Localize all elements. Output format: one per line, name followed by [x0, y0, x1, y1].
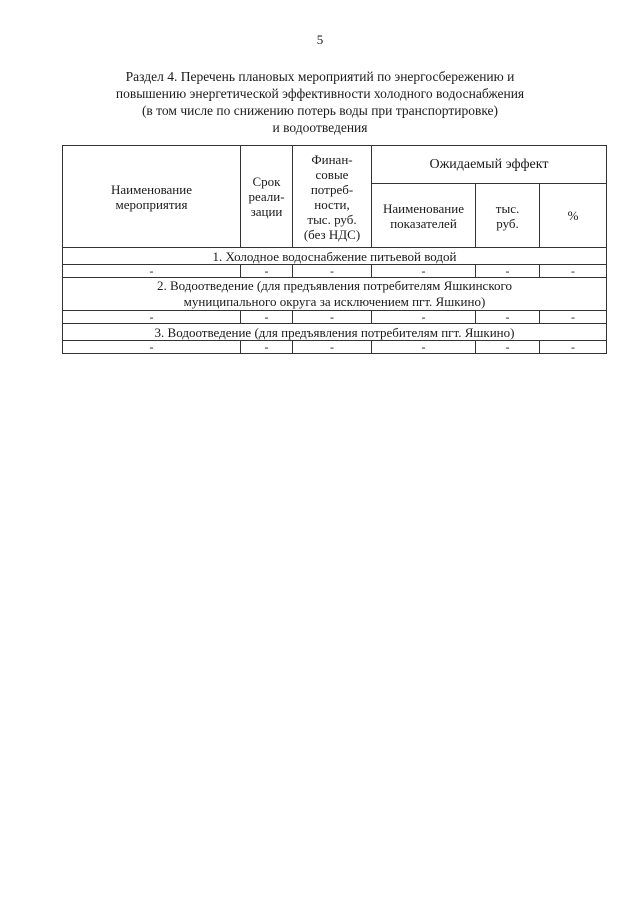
section-row-2: [63, 278, 607, 311]
page-number: 5: [316, 32, 324, 47]
cell: -: [540, 341, 607, 354]
table-row: [63, 311, 607, 324]
cell: -: [293, 311, 372, 324]
cell: -: [476, 311, 540, 324]
cell: -: [63, 341, 241, 354]
cell: -: [63, 311, 241, 324]
table-row: [63, 265, 607, 278]
cell: -: [476, 265, 540, 278]
cell: -: [293, 265, 372, 278]
cell: -: [372, 265, 476, 278]
cell: -: [540, 265, 607, 278]
cell: -: [241, 265, 293, 278]
cell: -: [241, 311, 293, 324]
table-row: [63, 341, 607, 354]
header-measure-name: Наименование мероприятия: [63, 146, 241, 248]
header-expected-effect: Ожидаемый эффект: [372, 146, 607, 184]
section-title-line-2: повышению энергетической эффективности холодного водоснабжения: [115, 86, 525, 101]
header-indicators: Наименование показателей: [372, 184, 476, 248]
section-title: [90, 68, 550, 136]
section-title-line-1: Раздел 4. Перечень плановых мероприятий по энергосбережению и: [125, 69, 515, 84]
header-percent: %: [540, 184, 607, 248]
section-title-line-4: и водоотведения: [272, 120, 368, 135]
cell: -: [476, 341, 540, 354]
header-term: Срок реали- зации: [241, 146, 293, 248]
section-title-1: 1. Холодное водоснабжение питьевой водой: [63, 248, 607, 265]
header-finance: Финан- совые потреб- ности, тыс. руб. (без НДС): [293, 146, 372, 248]
section-title-2: 2. Водоотведение (для предъявления потребителям Яшкинского муниципального округа за исключением пгт. Яшкино): [63, 278, 607, 311]
cell: -: [372, 341, 476, 354]
cell: -: [241, 341, 293, 354]
section-title-line-3: (в том числе по снижению потерь воды при транспортировке): [141, 103, 499, 118]
section-row-3: [63, 324, 607, 341]
section-title-3: 3. Водоотведение (для предъявления потребителям пгт. Яшкино): [63, 324, 607, 341]
cell: -: [372, 311, 476, 324]
header-thousand-rub: тыс. руб.: [476, 184, 540, 248]
cell: -: [63, 265, 241, 278]
measures-table: [62, 145, 607, 354]
cell: -: [293, 341, 372, 354]
section-row-1: [63, 248, 607, 265]
cell: -: [540, 311, 607, 324]
